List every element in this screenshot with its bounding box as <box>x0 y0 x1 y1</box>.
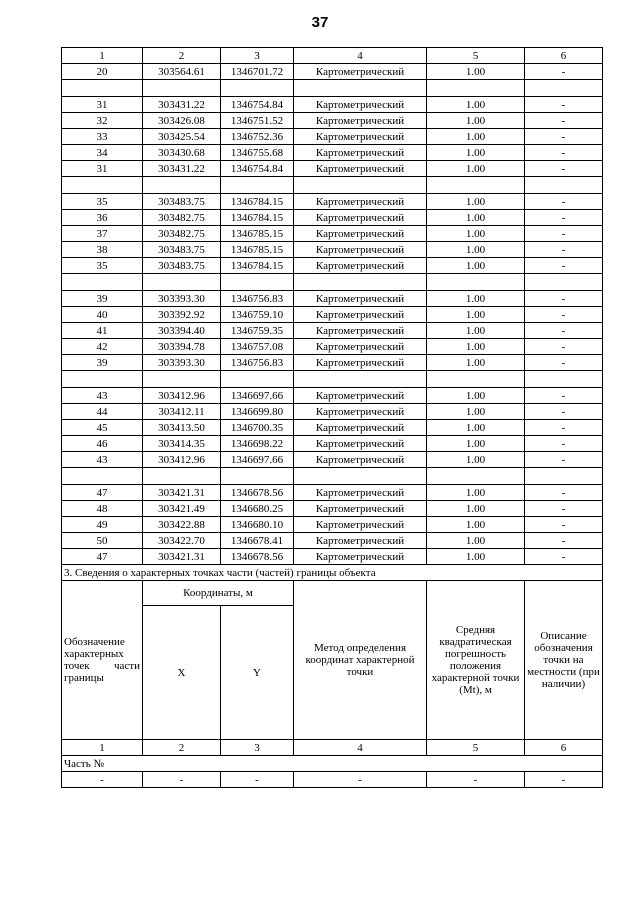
table-row <box>62 420 603 436</box>
coord-y-cell: 1346680.10 <box>221 517 294 533</box>
accuracy-cell: 1.00 <box>427 226 525 242</box>
accuracy-cell: 1.00 <box>427 388 525 404</box>
page-number: 37 <box>311 14 329 31</box>
coord-x-cell: 303482.75 <box>143 226 221 242</box>
coord-y-cell: 1346784.15 <box>221 258 294 274</box>
empty-cell <box>525 371 603 388</box>
coord-x-cell: 303564.61 <box>143 64 221 80</box>
coord-x-cell: 303483.75 <box>143 242 221 258</box>
table-row <box>62 145 603 161</box>
method-cell: Картометрический <box>294 129 427 145</box>
method-cell: Картометрический <box>294 355 427 371</box>
coord-x-cell: 303483.75 <box>143 194 221 210</box>
method-cell: Картометрический <box>294 113 427 129</box>
description-cell: - <box>525 420 603 436</box>
empty-cell: - <box>62 772 143 788</box>
column-number: 2 <box>143 740 221 756</box>
column-number: 4 <box>294 48 427 64</box>
coord-y-cell: 1346700.35 <box>221 420 294 436</box>
table-row <box>62 258 603 274</box>
coord-y-cell: 1346698.22 <box>221 436 294 452</box>
coord-y-cell: 1346678.56 <box>221 549 294 565</box>
empty-cell <box>525 274 603 291</box>
empty-cell: - <box>525 772 603 788</box>
description-cell: - <box>525 210 603 226</box>
method-cell: Картометрический <box>294 307 427 323</box>
method-cell: Картометрический <box>294 291 427 307</box>
accuracy-cell: 1.00 <box>427 145 525 161</box>
empty-cell <box>221 274 294 291</box>
point-number-cell: 46 <box>62 436 143 452</box>
coord-x-cell: 303393.30 <box>143 291 221 307</box>
accuracy-cell: 1.00 <box>427 339 525 355</box>
table-row <box>62 355 603 371</box>
description-cell: - <box>525 258 603 274</box>
method-cell: Картометрический <box>294 226 427 242</box>
method-cell: Картометрический <box>294 97 427 113</box>
coord-x-cell: 303422.88 <box>143 517 221 533</box>
coord-x-cell: 303421.31 <box>143 549 221 565</box>
description-cell: - <box>525 355 603 371</box>
coord-x-cell: 303394.40 <box>143 323 221 339</box>
table-row <box>62 307 603 323</box>
description-cell: - <box>525 226 603 242</box>
column-number: 1 <box>62 48 143 64</box>
point-number-cell: 20 <box>62 64 143 80</box>
empty-cell <box>525 177 603 194</box>
group-separator-row <box>62 468 603 485</box>
description-cell: - <box>525 113 603 129</box>
method-cell: Картометрический <box>294 404 427 420</box>
point-number-cell: 39 <box>62 355 143 371</box>
coord-x-cell: 303394.78 <box>143 339 221 355</box>
empty-cell <box>427 371 525 388</box>
point-number-cell: 44 <box>62 404 143 420</box>
point-number-cell: 37 <box>62 226 143 242</box>
column-number: 1 <box>62 740 143 756</box>
description-cell: - <box>525 485 603 501</box>
coord-x-cell: 303483.75 <box>143 258 221 274</box>
table-row <box>62 501 603 517</box>
description-cell: - <box>525 388 603 404</box>
point-number-cell: 35 <box>62 194 143 210</box>
column-number: 6 <box>525 740 603 756</box>
empty-cell <box>62 468 143 485</box>
point-number-cell: 48 <box>62 501 143 517</box>
empty-cell <box>427 177 525 194</box>
header-description: Описание обозначения точки на местности (при наличии) <box>525 581 603 740</box>
empty-cell <box>62 274 143 291</box>
column-number: 4 <box>294 740 427 756</box>
coord-y-cell: 1346754.84 <box>221 161 294 177</box>
description-cell: - <box>525 307 603 323</box>
table-row <box>62 339 603 355</box>
point-number-cell: 33 <box>62 129 143 145</box>
method-cell: Картометрический <box>294 161 427 177</box>
empty-cell <box>294 274 427 291</box>
coord-y-cell: 1346785.15 <box>221 242 294 258</box>
method-cell: Картометрический <box>294 258 427 274</box>
coord-y-cell: 1346759.35 <box>221 323 294 339</box>
method-cell: Картометрический <box>294 145 427 161</box>
table-row <box>62 242 603 258</box>
accuracy-cell: 1.00 <box>427 258 525 274</box>
point-number-cell: 38 <box>62 242 143 258</box>
accuracy-cell: 1.00 <box>427 97 525 113</box>
description-cell: - <box>525 64 603 80</box>
empty-cell <box>221 177 294 194</box>
method-cell: Картометрический <box>294 436 427 452</box>
coord-x-cell: 303412.11 <box>143 404 221 420</box>
coord-y-cell: 1346751.52 <box>221 113 294 129</box>
point-number-cell: 35 <box>62 258 143 274</box>
description-cell: - <box>525 161 603 177</box>
column-number: 5 <box>427 740 525 756</box>
header-accuracy: Средняя квадратическая погрешность положения характерной точки (Mt), м <box>427 581 525 740</box>
method-cell: Картометрический <box>294 194 427 210</box>
accuracy-cell: 1.00 <box>427 517 525 533</box>
description-cell: - <box>525 501 603 517</box>
header-method: Метод определения координат характерной точки <box>294 581 427 740</box>
coord-y-cell: 1346754.84 <box>221 97 294 113</box>
accuracy-cell: 1.00 <box>427 161 525 177</box>
table-row <box>62 517 603 533</box>
table-row <box>62 549 603 565</box>
point-number-cell: 42 <box>62 339 143 355</box>
table-row <box>62 161 603 177</box>
empty-cell <box>294 177 427 194</box>
empty-cell <box>143 371 221 388</box>
accuracy-cell: 1.00 <box>427 436 525 452</box>
empty-cell <box>294 80 427 97</box>
table-row <box>62 194 603 210</box>
column-number: 6 <box>525 48 603 64</box>
table-row <box>62 388 603 404</box>
coord-y-cell: 1346756.83 <box>221 291 294 307</box>
description-cell: - <box>525 129 603 145</box>
coord-y-cell: 1346755.68 <box>221 145 294 161</box>
part-label-row <box>62 756 603 772</box>
column-number: 2 <box>143 48 221 64</box>
group-separator-row <box>62 177 603 194</box>
empty-cell <box>62 80 143 97</box>
accuracy-cell: 1.00 <box>427 307 525 323</box>
method-cell: Картометрический <box>294 549 427 565</box>
point-number-cell: 31 <box>62 161 143 177</box>
description-cell: - <box>525 549 603 565</box>
description-cell: - <box>525 242 603 258</box>
column-number: 3 <box>221 48 294 64</box>
accuracy-cell: 1.00 <box>427 452 525 468</box>
empty-cell <box>143 468 221 485</box>
coord-y-cell: 1346678.41 <box>221 533 294 549</box>
accuracy-cell: 1.00 <box>427 129 525 145</box>
point-number-cell: 43 <box>62 452 143 468</box>
accuracy-cell: 1.00 <box>427 533 525 549</box>
column-number: 5 <box>427 48 525 64</box>
table-row <box>62 226 603 242</box>
section3-title: 3. Сведения о характерных точках части (частей) границы объекта <box>62 565 603 581</box>
accuracy-cell: 1.00 <box>427 485 525 501</box>
table-row <box>62 113 603 129</box>
accuracy-cell: 1.00 <box>427 64 525 80</box>
coord-x-cell: 303431.22 <box>143 161 221 177</box>
description-cell: - <box>525 291 603 307</box>
method-cell: Картометрический <box>294 533 427 549</box>
point-number-cell: 43 <box>62 388 143 404</box>
description-cell: - <box>525 452 603 468</box>
accuracy-cell: 1.00 <box>427 210 525 226</box>
coord-x-cell: 303393.30 <box>143 355 221 371</box>
coord-x-cell: 303421.49 <box>143 501 221 517</box>
coord-x-cell: 303430.68 <box>143 145 221 161</box>
empty-cell <box>427 468 525 485</box>
accuracy-cell: 1.00 <box>427 549 525 565</box>
description-cell: - <box>525 339 603 355</box>
table-row <box>62 291 603 307</box>
empty-cell <box>62 371 143 388</box>
description-cell: - <box>525 404 603 420</box>
coord-x-cell: 303413.50 <box>143 420 221 436</box>
coord-x-cell: 303412.96 <box>143 388 221 404</box>
accuracy-cell: 1.00 <box>427 242 525 258</box>
coord-x-cell: 303482.75 <box>143 210 221 226</box>
empty-cell <box>427 80 525 97</box>
description-cell: - <box>525 145 603 161</box>
coord-y-cell: 1346752.36 <box>221 129 294 145</box>
empty-cell <box>221 468 294 485</box>
empty-cell <box>143 80 221 97</box>
column-number-row <box>62 48 603 64</box>
accuracy-cell: 1.00 <box>427 194 525 210</box>
section3-empty-row <box>62 772 603 788</box>
accuracy-cell: 1.00 <box>427 113 525 129</box>
coord-y-cell: 1346697.66 <box>221 452 294 468</box>
empty-cell <box>143 274 221 291</box>
empty-cell <box>143 177 221 194</box>
point-number-cell: 49 <box>62 517 143 533</box>
group-separator-row <box>62 371 603 388</box>
method-cell: Картометрический <box>294 388 427 404</box>
empty-cell <box>525 468 603 485</box>
coord-y-cell: 1346785.15 <box>221 226 294 242</box>
empty-cell <box>525 80 603 97</box>
section3-title-row <box>62 565 603 581</box>
method-cell: Картометрический <box>294 210 427 226</box>
point-number-cell: 45 <box>62 420 143 436</box>
table-row <box>62 97 603 113</box>
empty-cell: - <box>143 772 221 788</box>
table-row <box>62 436 603 452</box>
accuracy-cell: 1.00 <box>427 291 525 307</box>
point-number-cell: 47 <box>62 485 143 501</box>
empty-cell <box>62 177 143 194</box>
point-number-cell: 50 <box>62 533 143 549</box>
coord-x-cell: 303422.70 <box>143 533 221 549</box>
coord-x-cell: 303426.08 <box>143 113 221 129</box>
accuracy-cell: 1.00 <box>427 501 525 517</box>
method-cell: Картометрический <box>294 323 427 339</box>
coord-y-cell: 1346680.25 <box>221 501 294 517</box>
coord-x-cell: 303414.35 <box>143 436 221 452</box>
header-y: Y <box>221 606 294 740</box>
table-row <box>62 533 603 549</box>
accuracy-cell: 1.00 <box>427 404 525 420</box>
empty-cell <box>221 371 294 388</box>
point-number-cell: 32 <box>62 113 143 129</box>
point-number-cell: 47 <box>62 549 143 565</box>
coord-y-cell: 1346784.15 <box>221 194 294 210</box>
description-cell: - <box>525 436 603 452</box>
empty-cell: - <box>221 772 294 788</box>
coord-y-cell: 1346759.10 <box>221 307 294 323</box>
table-row <box>62 64 603 80</box>
empty-cell <box>221 80 294 97</box>
accuracy-cell: 1.00 <box>427 323 525 339</box>
point-number-cell: 36 <box>62 210 143 226</box>
coord-y-cell: 1346757.08 <box>221 339 294 355</box>
method-cell: Картометрический <box>294 452 427 468</box>
method-cell: Картометрический <box>294 242 427 258</box>
coord-x-cell: 303412.96 <box>143 452 221 468</box>
header-point-designation: Обозначение характерных точек части границы <box>62 581 143 740</box>
method-cell: Картометрический <box>294 339 427 355</box>
boundary-points-table <box>61 47 603 788</box>
accuracy-cell: 1.00 <box>427 420 525 436</box>
table-row <box>62 485 603 501</box>
coord-y-cell: 1346784.15 <box>221 210 294 226</box>
point-number-cell: 34 <box>62 145 143 161</box>
table-row <box>62 452 603 468</box>
table-row <box>62 323 603 339</box>
empty-cell <box>294 468 427 485</box>
group-separator-row <box>62 80 603 97</box>
point-number-cell: 41 <box>62 323 143 339</box>
description-cell: - <box>525 97 603 113</box>
method-cell: Картометрический <box>294 64 427 80</box>
coord-y-cell: 1346699.80 <box>221 404 294 420</box>
method-cell: Картометрический <box>294 420 427 436</box>
column-number: 3 <box>221 740 294 756</box>
coord-x-cell: 303431.22 <box>143 97 221 113</box>
coord-y-cell: 1346678.56 <box>221 485 294 501</box>
coord-x-cell: 303392.92 <box>143 307 221 323</box>
description-cell: - <box>525 323 603 339</box>
empty-cell: - <box>427 772 525 788</box>
method-cell: Картометрический <box>294 501 427 517</box>
description-cell: - <box>525 194 603 210</box>
method-cell: Картометрический <box>294 485 427 501</box>
table-row <box>62 210 603 226</box>
empty-cell <box>294 371 427 388</box>
coord-y-cell: 1346756.83 <box>221 355 294 371</box>
section3-header-row-1 <box>62 581 603 606</box>
accuracy-cell: 1.00 <box>427 355 525 371</box>
description-cell: - <box>525 517 603 533</box>
part-label: Часть № <box>62 756 603 772</box>
coord-x-cell: 303421.31 <box>143 485 221 501</box>
point-number-cell: 39 <box>62 291 143 307</box>
section3-column-number-row <box>62 740 603 756</box>
empty-cell: - <box>294 772 427 788</box>
table-row <box>62 404 603 420</box>
method-cell: Картометрический <box>294 517 427 533</box>
point-number-cell: 40 <box>62 307 143 323</box>
coord-x-cell: 303425.54 <box>143 129 221 145</box>
header-coordinates: Координаты, м <box>143 581 294 606</box>
table-row <box>62 129 603 145</box>
description-cell: - <box>525 533 603 549</box>
group-separator-row <box>62 274 603 291</box>
coord-y-cell: 1346697.66 <box>221 388 294 404</box>
empty-cell <box>427 274 525 291</box>
coord-y-cell: 1346701.72 <box>221 64 294 80</box>
point-number-cell: 31 <box>62 97 143 113</box>
header-x: X <box>143 606 221 740</box>
